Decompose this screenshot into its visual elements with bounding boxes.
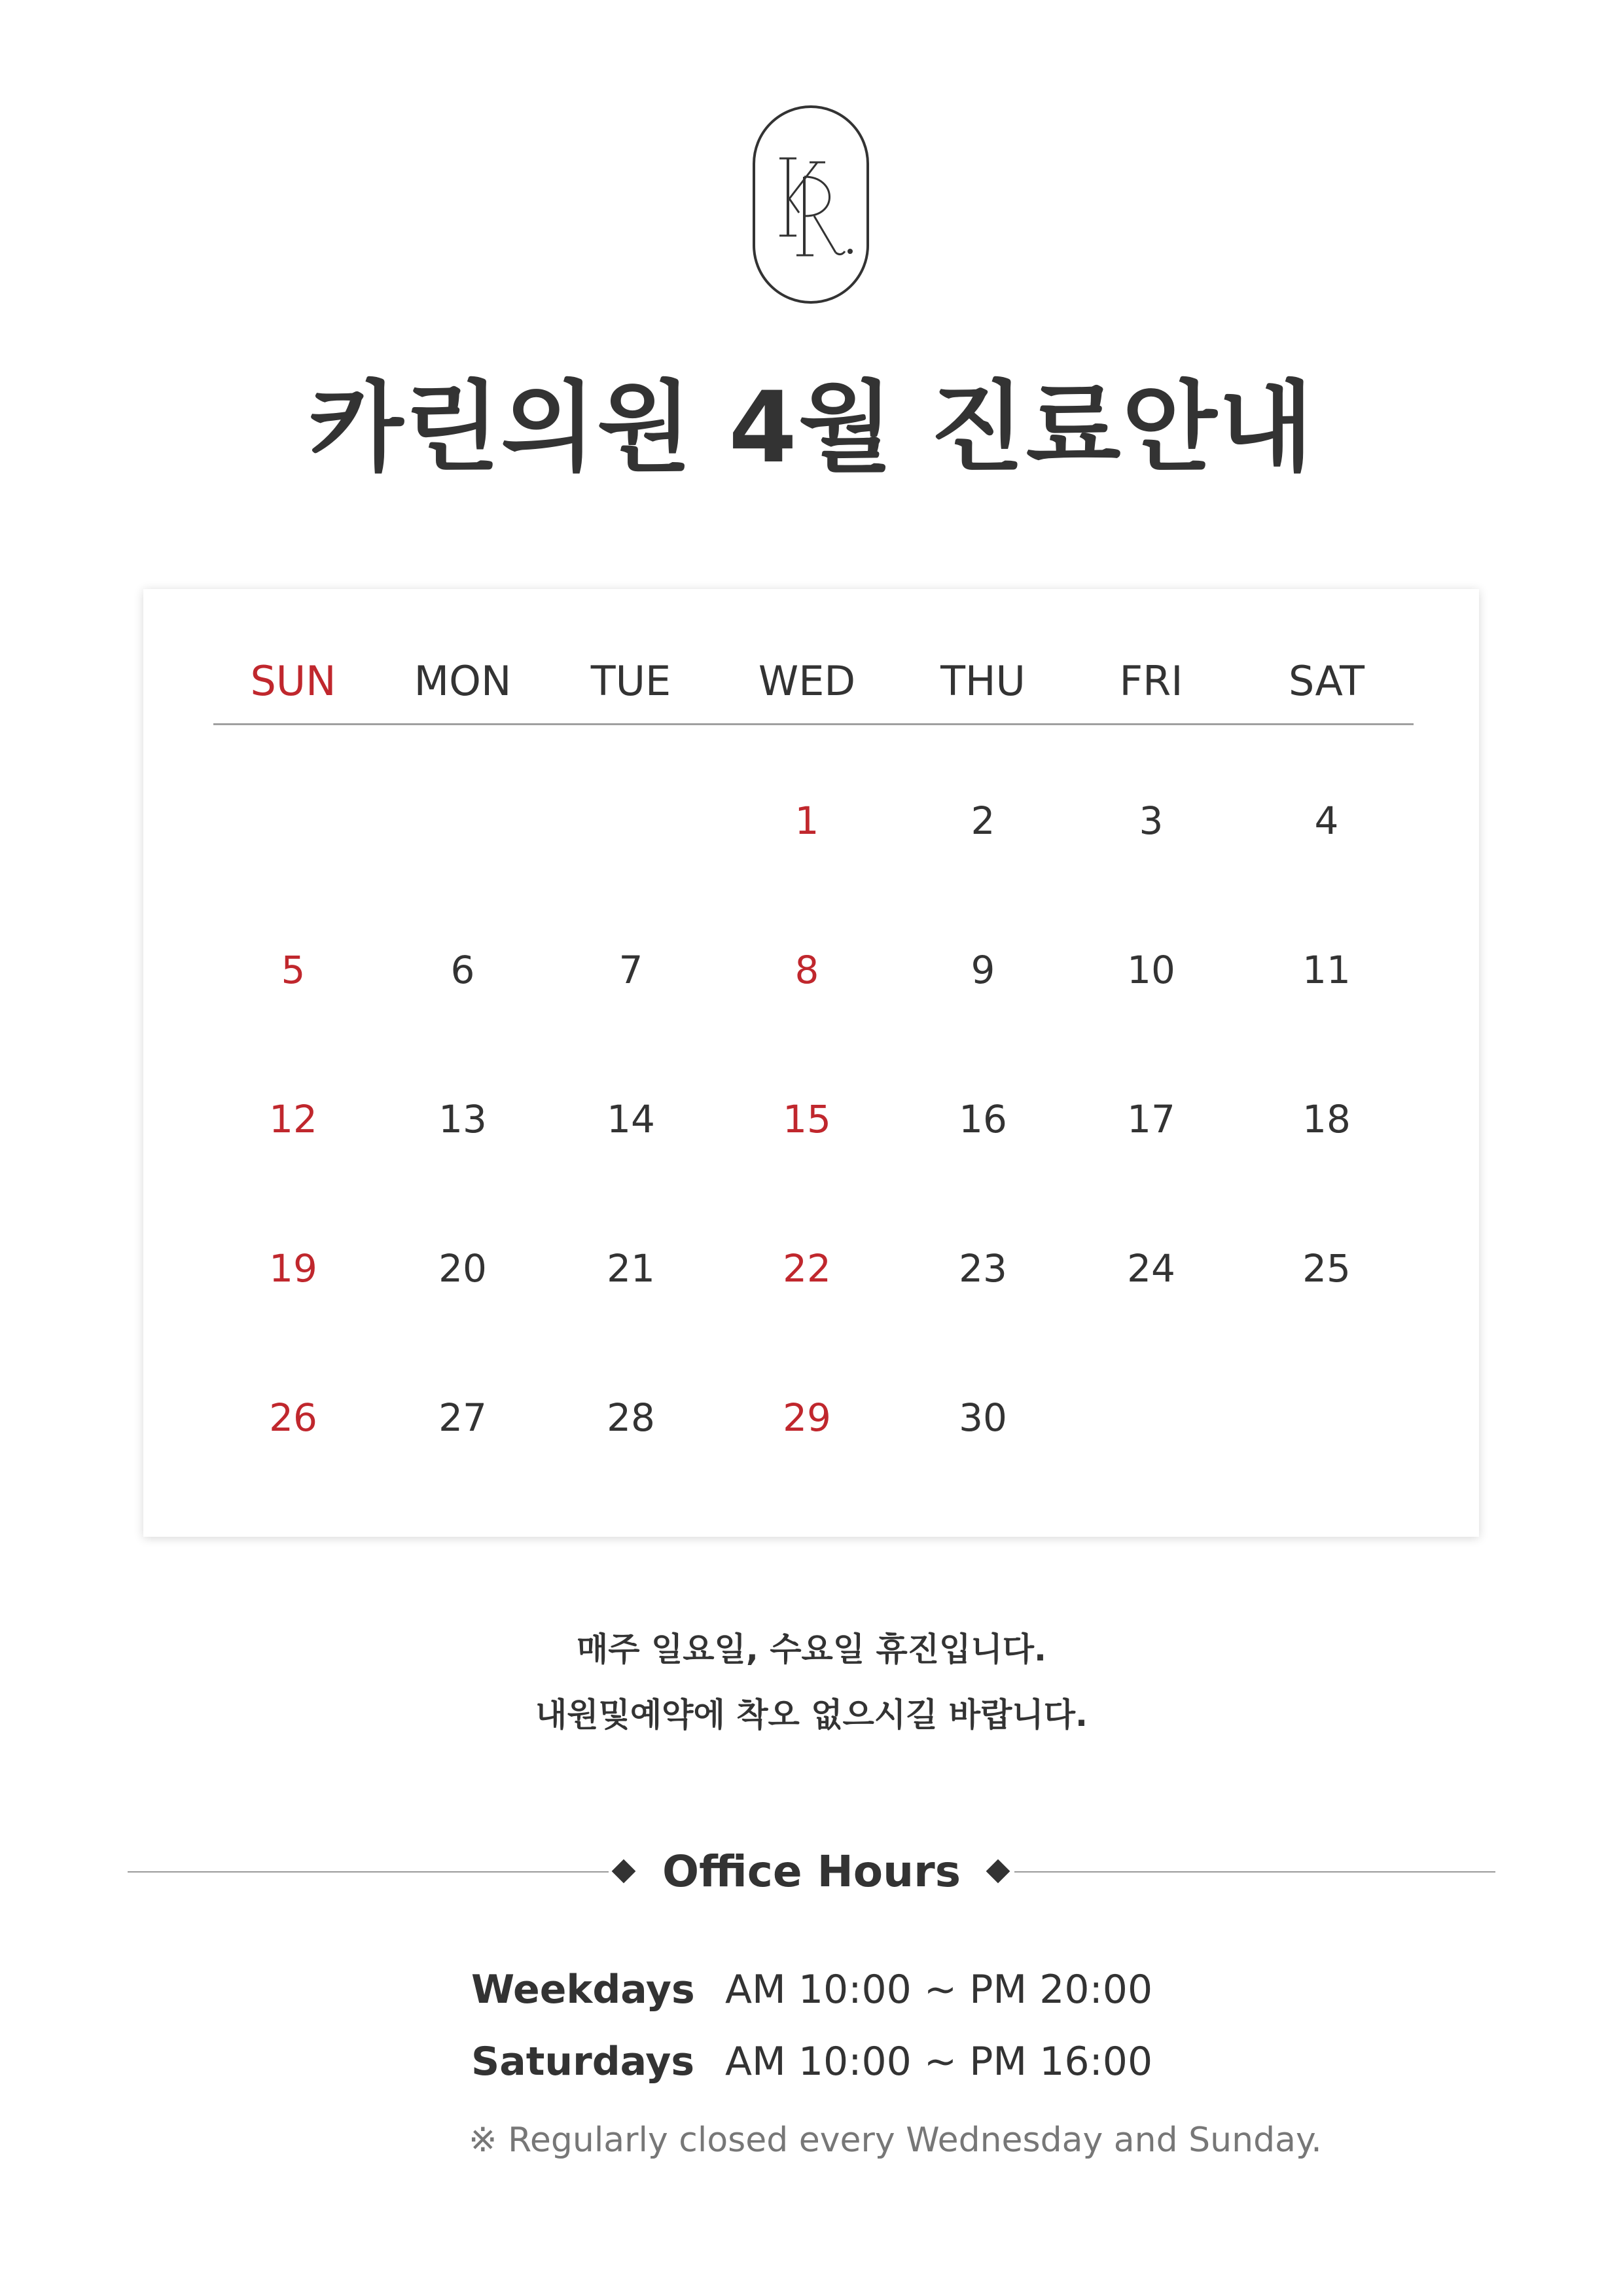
calendar-day-18: 18 bbox=[1302, 1097, 1351, 1141]
weekday-header bbox=[143, 589, 1479, 726]
calendar-day-25: 25 bbox=[1302, 1246, 1351, 1291]
calendar-day-13: 13 bbox=[438, 1097, 487, 1141]
calendar-day-1: 1 bbox=[794, 798, 819, 843]
header-divider bbox=[213, 723, 1414, 725]
calendar-day-7: 7 bbox=[618, 948, 643, 992]
calendar-day-6: 6 bbox=[450, 948, 475, 992]
calendar-day-16: 16 bbox=[959, 1097, 1007, 1141]
closure-notice-line2: 내원및예약에 착오 없으시길 바랍니다. bbox=[535, 1696, 1088, 1734]
calendar-day-5: 5 bbox=[281, 948, 306, 992]
calendar-day-11: 11 bbox=[1302, 948, 1351, 992]
calendar-day-24: 24 bbox=[1127, 1246, 1175, 1291]
office-hours-divider-right bbox=[1014, 1871, 1495, 1873]
calendar-day-4: 4 bbox=[1314, 798, 1339, 843]
calendar-day-26: 26 bbox=[269, 1395, 317, 1440]
office-hours-divider-left bbox=[128, 1871, 609, 1873]
calendar-day-9: 9 bbox=[971, 948, 995, 992]
weekday-fri: FRI bbox=[1119, 657, 1183, 705]
calendar-day-22: 22 bbox=[783, 1246, 831, 1291]
closure-notice-line1: 매주 일요일, 수요일 휴진입니다. bbox=[576, 1630, 1047, 1668]
calendar-day-20: 20 bbox=[438, 1246, 487, 1291]
calendar-day-27: 27 bbox=[438, 1395, 487, 1440]
calendar-day-29: 29 bbox=[783, 1395, 831, 1440]
weekday-sun: SUN bbox=[250, 657, 336, 705]
weekday-sat: SAT bbox=[1289, 657, 1364, 705]
calendar-day-14: 14 bbox=[607, 1097, 655, 1141]
calendar-day-8: 8 bbox=[794, 948, 819, 992]
calendar-day-3: 3 bbox=[1139, 798, 1164, 843]
calendar-day-28: 28 bbox=[607, 1395, 655, 1440]
calendar-day-30: 30 bbox=[959, 1395, 1007, 1440]
saturdays-hours: AM 10:00 ~ PM 16:00 bbox=[725, 2039, 1153, 2085]
weekday-tue: TUE bbox=[590, 657, 671, 705]
calendar-day-17: 17 bbox=[1127, 1097, 1175, 1141]
weekday-mon: MON bbox=[414, 657, 512, 705]
office-hours-title: Office Hours bbox=[662, 1846, 961, 1897]
weekday-thu: THU bbox=[940, 657, 1026, 705]
calendar-day-15: 15 bbox=[783, 1097, 831, 1141]
weekday-wed: WED bbox=[758, 657, 856, 705]
clinic-logo bbox=[752, 105, 870, 304]
page-title: 카린의원 4월 진료안내 bbox=[308, 371, 1315, 485]
weekdays-label: Weekdays bbox=[471, 1967, 695, 2013]
calendar bbox=[143, 589, 1479, 1537]
closed-days-note: ※ Regularly closed every Wednesday and Sunday. bbox=[469, 2121, 1322, 2160]
calendar-day-10: 10 bbox=[1127, 948, 1175, 992]
calendar-day-2: 2 bbox=[971, 798, 995, 843]
calendar-day-21: 21 bbox=[607, 1246, 655, 1291]
calendar-day-19: 19 bbox=[269, 1246, 317, 1291]
weekdays-hours: AM 10:00 ~ PM 20:00 bbox=[725, 1967, 1153, 2013]
saturdays-label: Saturdays bbox=[471, 2039, 695, 2085]
calendar-day-12: 12 bbox=[269, 1097, 317, 1141]
calendar-day-23: 23 bbox=[959, 1246, 1007, 1291]
